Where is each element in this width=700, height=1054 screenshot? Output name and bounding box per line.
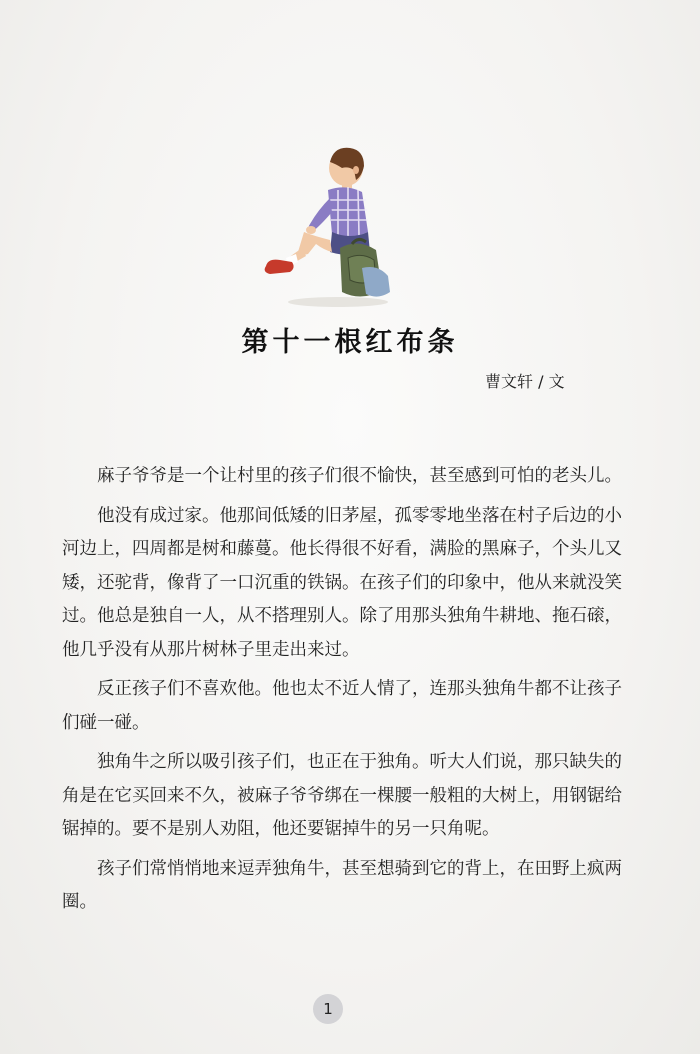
author-byline: 曹文轩 / 文 — [485, 372, 565, 391]
paragraph: 他没有成过家。他那间低矮的旧茅屋，孤零零地坐落在村子后边的小河边上，四周都是树和藤蔓。他长得很不好看，满脸的黑麻子，个头儿又矮，还驼背，像背了一口沉重的铁锅。在孩子们的印象中，他从来就没笑过。他总是独自一人，从不搭理别人。除了用那头独角牛耕地、拖石磙，他几乎没有从那片树林子里走出来过。 — [62, 505, 622, 660]
page-title: 第十一根红布条 — [241, 327, 459, 358]
paragraph: 孩子们常悄悄地来逗弄独角牛，甚至想骑到它的背上，在田野上疯两圈。 — [62, 858, 622, 912]
boy-sitting-with-backpack-illustration — [258, 140, 398, 315]
page-number-badge: 1 — [313, 994, 343, 1024]
paragraph: 反正孩子们不喜欢他。他也太不近人情了，连那头独角牛都不让孩子们碰一碰。 — [62, 679, 622, 733]
paragraph: 独角牛之所以吸引孩子们，也正在于独角。听大人们说，那只缺失的角是在它买回来不久，被麻子爷爷绑在一棵腰一般粗的大树上，用钢锯给锯掉的。要不是别人劝阻，他还要锯掉牛的另一只角呢。 — [62, 752, 622, 839]
paragraph: 麻子爷爷是一个让村里的孩子们很不愉快，甚至感到可怕的老头儿。 — [97, 466, 622, 486]
article-body — [62, 460, 622, 926]
